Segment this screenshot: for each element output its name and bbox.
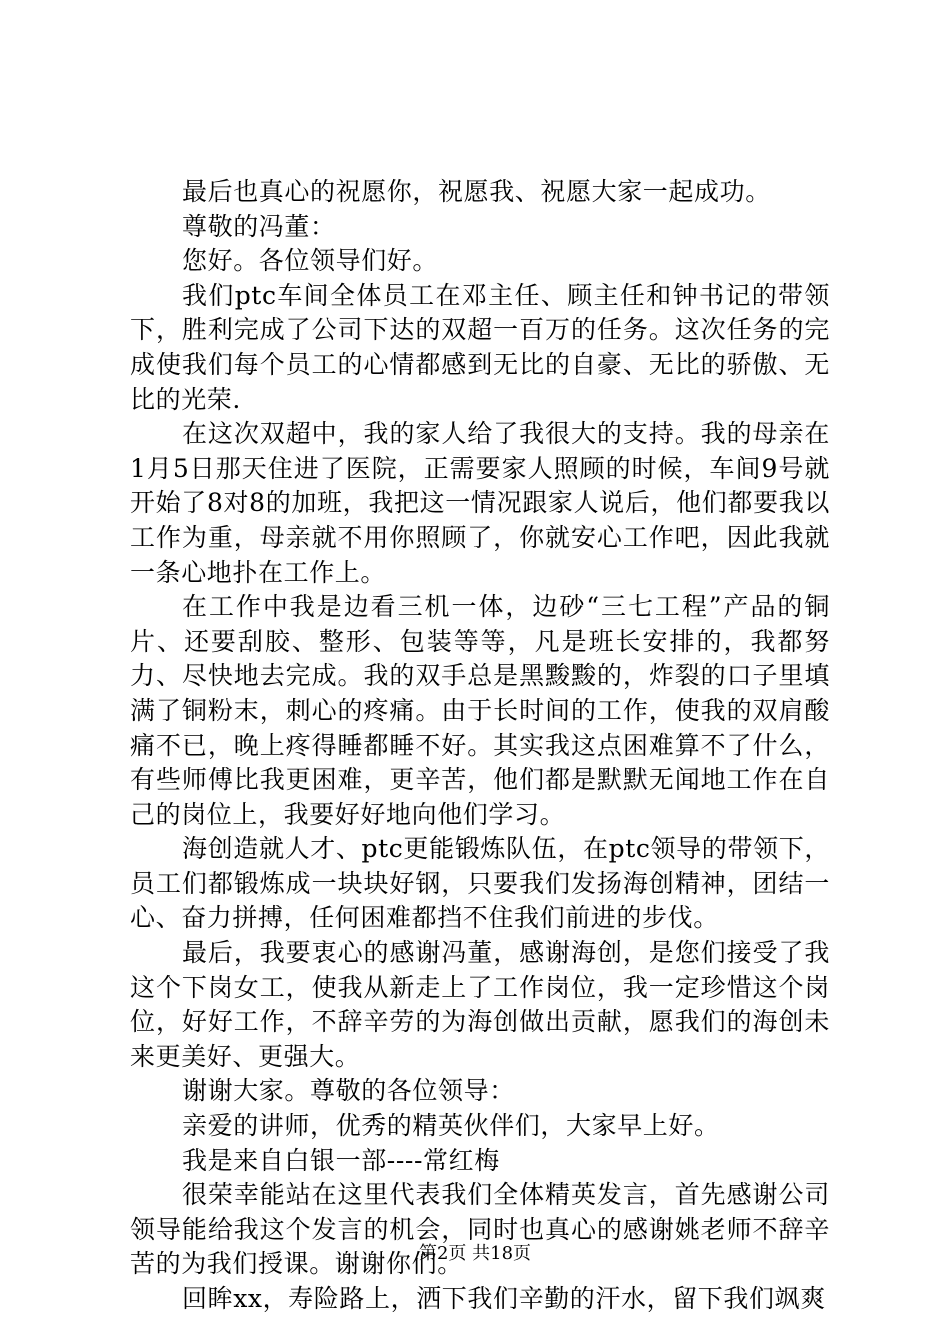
paragraph: 我是来自白银一部----常红梅 [182, 1145, 500, 1175]
paragraph: 尊敬的冯董： [182, 211, 336, 241]
paragraph: 在这次双超中，我的家人给了我很大的支持。我的母亲在1月5日那天住进了医院，正需要家人照顾的时候，车间9号就开始了8对8的加班，我把这一情况跟家人说后，他们都要我以工作为重，母亲就不用你照顾了，你就安心工作吧，因此我就一条心地扑在工作上。 [130, 419, 830, 587]
paragraph: 在工作中我是边看三机一体，边砂“三七工程”产品的铜片、还要刮胶、整形、包装等等，凡是班长安排的，我都努力、尽快地去完成。我的双手总是黑黢黢的，炸裂的口子里填满了铜粉末，刺心的疼痛。由于长时间的工作，使我的双肩酸痛不已，晚上疼得睡都睡不好。其实我这点困难算不了什么，有些师傅比我更困难，更辛苦，他们都是默默无闻地工作在自己的岗位上，我要好好地向他们学习。 [130, 592, 830, 829]
document-body [130, 175, 830, 1317]
page-number-footer: 第2页 共18页 [418, 1243, 532, 1264]
paragraph: 谢谢大家。尊敬的各位领导： [182, 1076, 515, 1106]
paragraph: 亲爱的讲师，优秀的精英伙伴们，大家早上好。 [182, 1111, 720, 1141]
paragraph: 您好。各位领导们好。 [182, 246, 439, 276]
paragraph: 海创造就人才、ptc更能锻炼队伍，在ptc领导的带领下，员工们都锻炼成一块块好钢，只要我们发扬海创精神，团结一心、奋力拼搏，任何困难都挡不住我们前进的步伐。 [130, 834, 830, 933]
paragraph: 回眸xx，寿险路上，洒下我们辛勤的汗水，留下我们飒爽 [182, 1284, 826, 1313]
paragraph: 我们ptc车间全体员工在邓主任、顾主任和钟书记的带领下，胜利完成了公司下达的双超一百万的任务。这次任务的完成使我们每个员工的心情都感到无比的自豪、无比的骄傲、无比的光荣. [130, 280, 830, 414]
paragraph: 最后也真心的祝愿你，祝愿我、祝愿大家一起成功。 [182, 177, 771, 206]
paragraph: 最后，我要衷心的感谢冯董，感谢海创，是您们接受了我这个下岗女工，使我从新走上了工作岗位，我一定珍惜这个岗位，好好工作，不辞辛劳的为海创做出贡献，愿我们的海创未来更美好、更强大。 [130, 938, 830, 1071]
paragraph: 很荣幸能站在这里代表我们全体精英发言，首先感谢公司领导能给我这个发言的机会，同时也真心的感谢姚老师不辞辛苦的为我们授课。谢谢你们。 [130, 1180, 830, 1279]
